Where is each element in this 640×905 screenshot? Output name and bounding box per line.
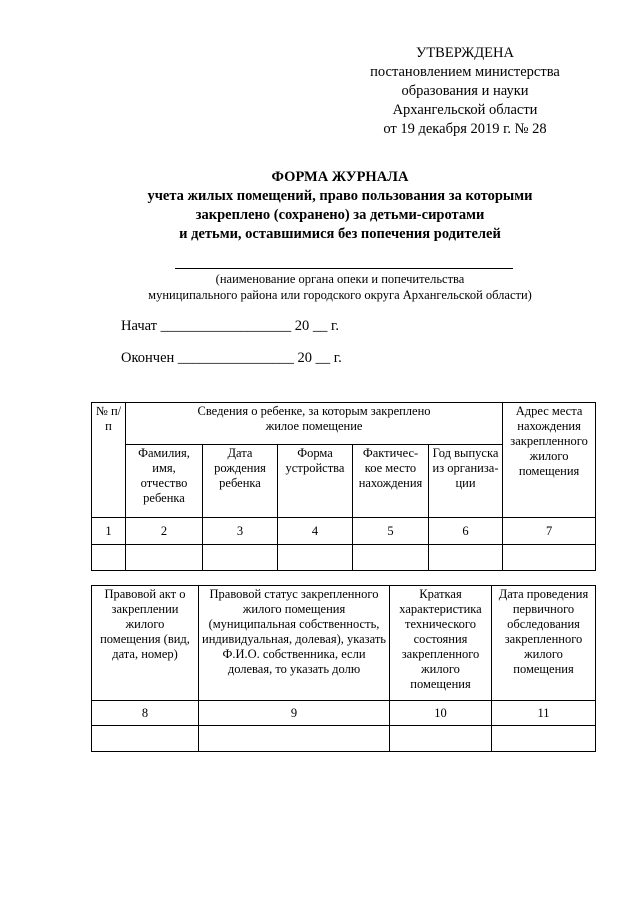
column-number-row	[92, 701, 596, 726]
approval-line: постановлением министерства	[370, 64, 560, 80]
document-title	[60, 168, 620, 244]
approval-line: образования и науки	[401, 83, 529, 99]
column-number: 10	[390, 701, 492, 726]
column-header-number: № п/п	[92, 403, 126, 518]
organization-name-line	[175, 268, 513, 269]
empty-cell	[199, 726, 390, 752]
empty-cell	[429, 545, 503, 571]
started-line: Начат __________________ 20 __ г.	[121, 318, 339, 334]
empty-cell	[92, 726, 199, 752]
caption-line: муниципального района или городского округа Архангельской области)	[148, 288, 532, 302]
column-number: 6	[429, 518, 503, 545]
empty-cell	[203, 545, 278, 571]
empty-cell	[353, 545, 429, 571]
column-group-child-info: Сведения о ребенке, за которым закреплено жилое помещение	[126, 403, 503, 445]
column-header-legal-act: Правовой акт о закреплении жилого помещения (вид, дата, номер)	[92, 586, 199, 701]
column-number: 1	[92, 518, 126, 545]
column-number: 4	[278, 518, 353, 545]
approval-line: УТВЕРЖДЕНА	[416, 45, 514, 61]
empty-cell	[278, 545, 353, 571]
column-number: 5	[353, 518, 429, 545]
form-subtitle-line: и детьми, оставшимися без попечения родителей	[179, 226, 501, 242]
column-number: 11	[492, 701, 596, 726]
empty-cell	[503, 545, 596, 571]
column-number: 7	[503, 518, 596, 545]
empty-cell	[92, 545, 126, 571]
column-number: 8	[92, 701, 199, 726]
column-number: 2	[126, 518, 203, 545]
column-header-address: Адрес места нахождения закрепленного жилого помещения	[503, 403, 596, 518]
organization-caption	[60, 271, 620, 303]
ended-line: Окончен ________________ 20 __ г.	[121, 350, 342, 366]
column-number: 3	[203, 518, 278, 545]
empty-cell	[390, 726, 492, 752]
form-subtitle-line: закреплено (сохранено) за детьми-сиротами	[195, 207, 485, 223]
form-heading: ФОРМА ЖУРНАЛА	[271, 169, 409, 185]
approval-line: от 19 декабря 2019 г. № 28	[383, 121, 547, 137]
column-header-technical-condition: Краткая характеристика технического состояния закрепленного жилого помещения	[390, 586, 492, 701]
column-header-inspection-date: Дата проведения первичного обследования закрепленного жилого помещения	[492, 586, 596, 701]
journal-table-part2	[91, 585, 596, 752]
caption-line: (наименование органа опеки и попечительства	[215, 272, 465, 286]
approval-block	[355, 44, 575, 139]
column-header-birth-date: Дата рождения ребенка	[203, 445, 278, 518]
column-header-actual-location: Фактичес-кое место нахождения	[353, 445, 429, 518]
column-header-graduation-year: Год выпуска из организа-ции	[429, 445, 503, 518]
column-header-placement-form: Форма устройства	[278, 445, 353, 518]
table-header-row	[92, 586, 596, 701]
journal-table-part1	[91, 402, 596, 571]
form-subtitle-line: учета жилых помещений, право пользования за которыми	[147, 188, 533, 204]
table-row-empty	[92, 545, 596, 571]
empty-cell	[492, 726, 596, 752]
table-row-empty	[92, 726, 596, 752]
column-number: 9	[199, 701, 390, 726]
approval-line: Архангельской области	[392, 102, 538, 118]
column-header-full-name: Фамилия, имя, отчество ребенка	[126, 445, 203, 518]
empty-cell	[126, 545, 203, 571]
column-number-row	[92, 518, 596, 545]
column-header-legal-status: Правовой статус закрепленного жилого помещения (муниципальная собственность, индивидуальная, долевая), указать Ф.И.О. собственника, если долевая, то указать долю	[199, 586, 390, 701]
table-header-row	[92, 403, 596, 445]
